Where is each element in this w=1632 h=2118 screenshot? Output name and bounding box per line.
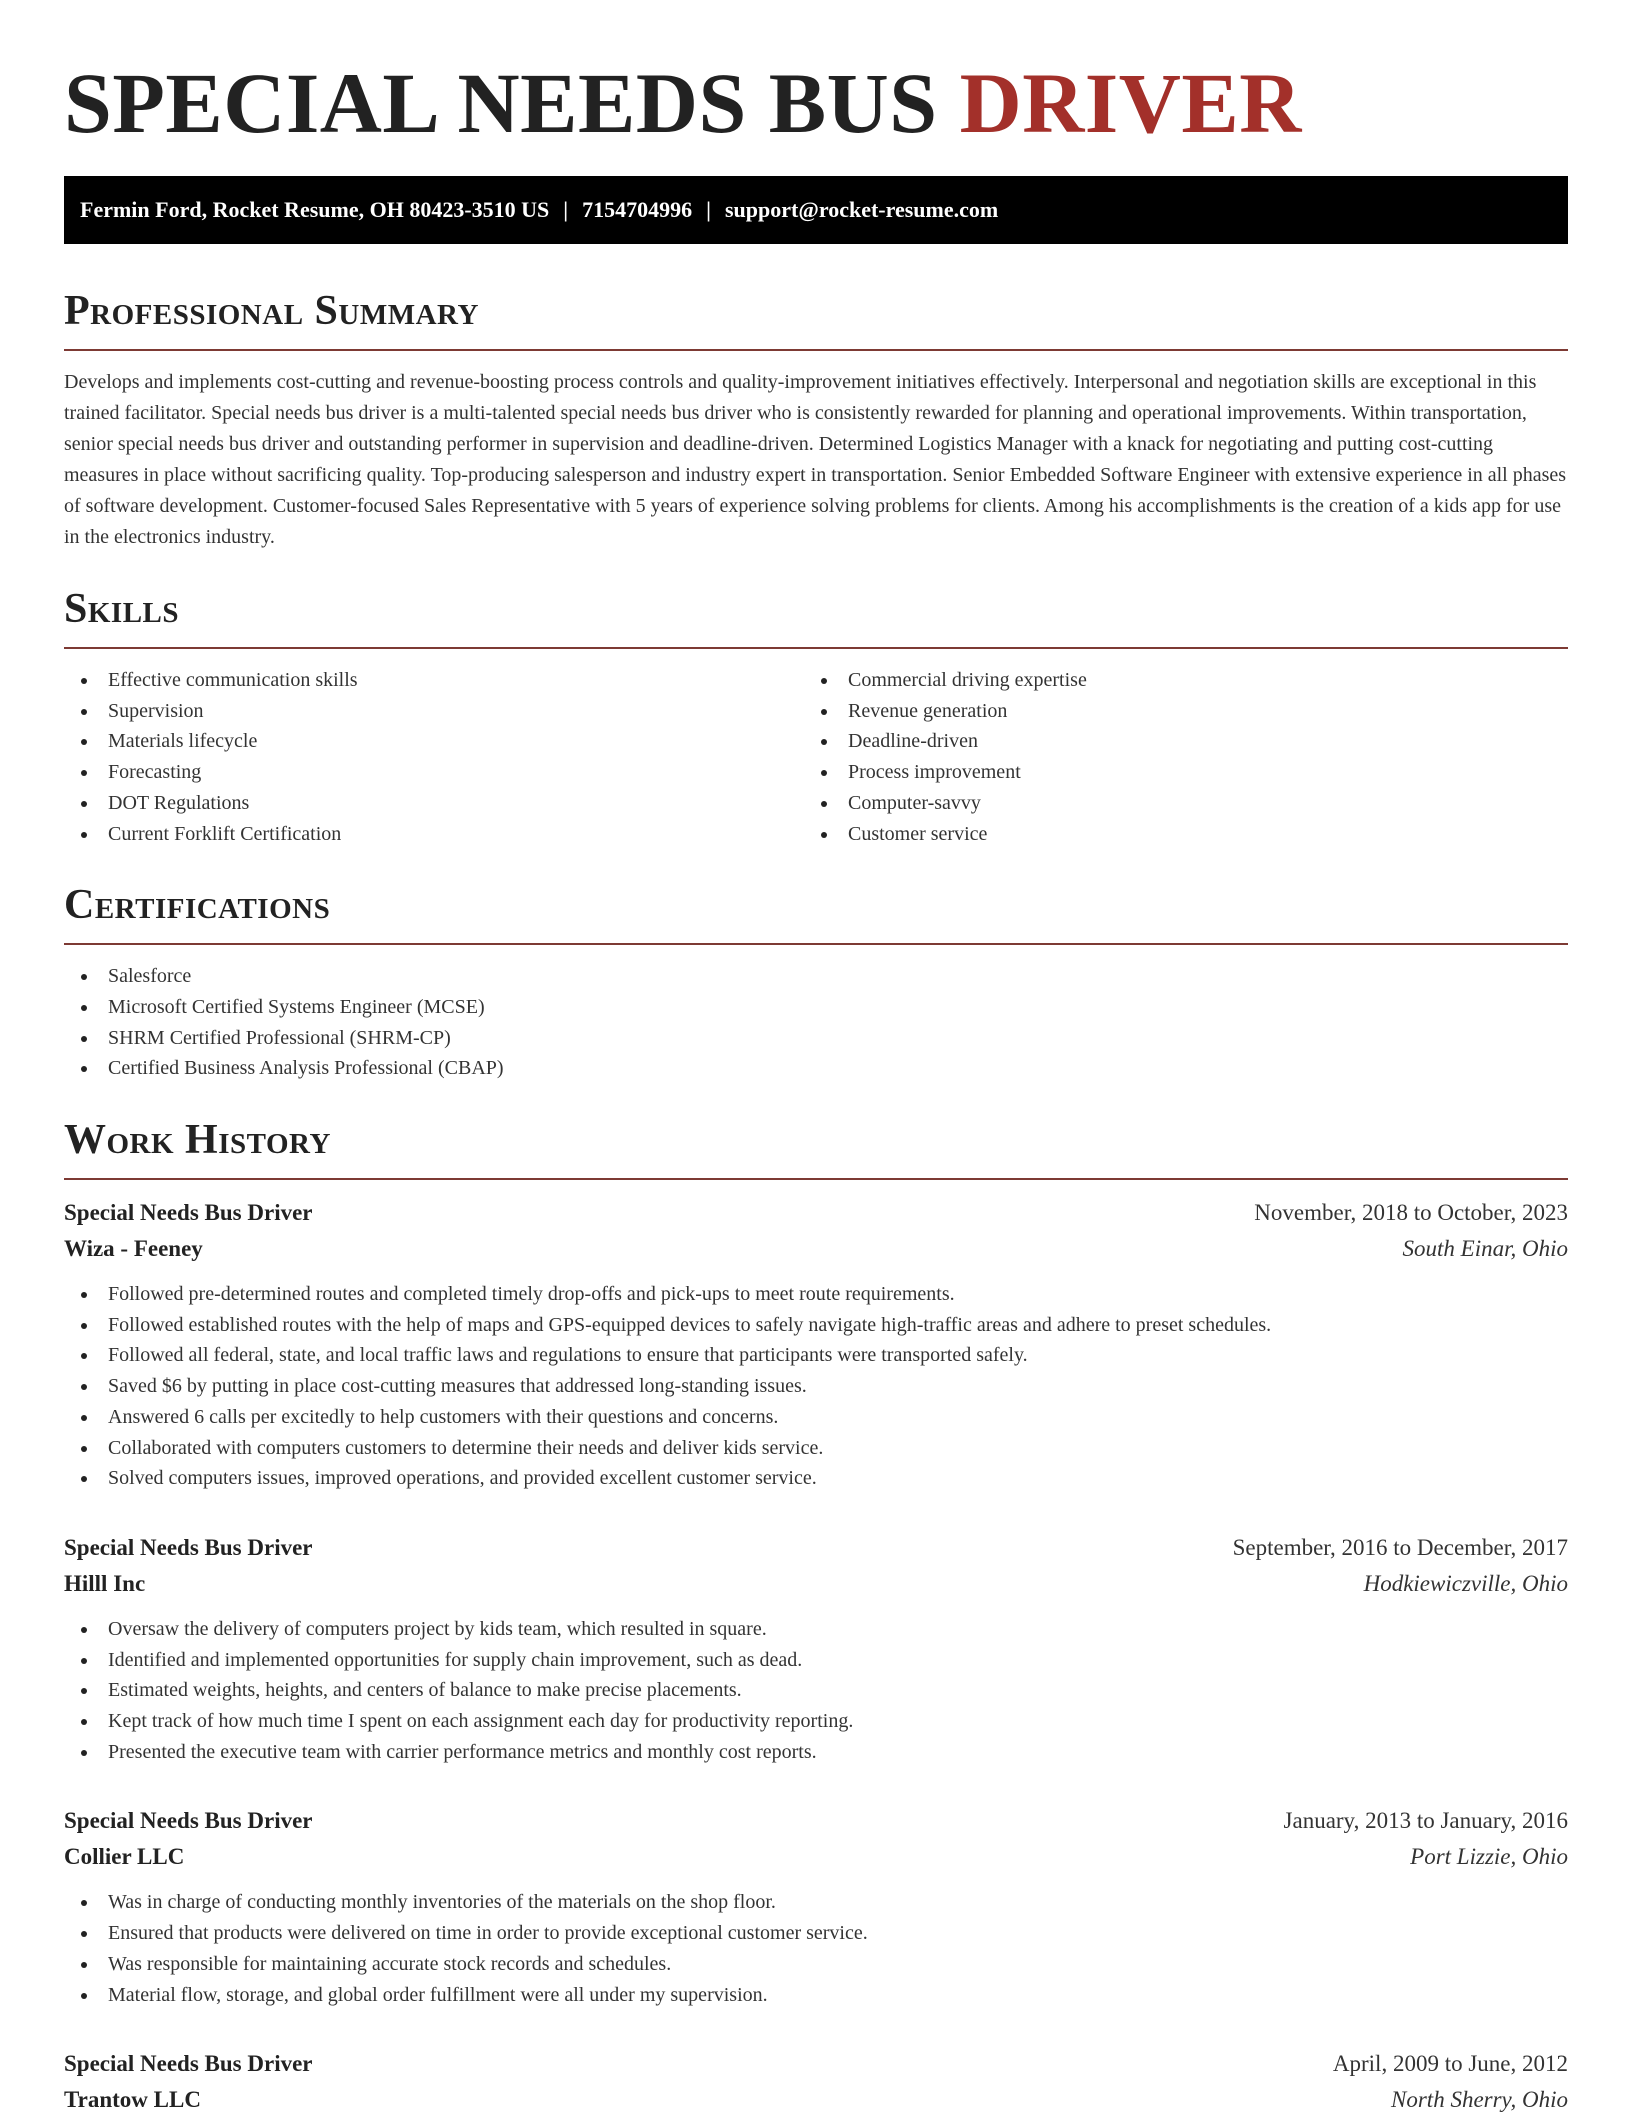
contact-address: Fermin Ford, Rocket Resume, OH 80423-3510 US bbox=[80, 197, 550, 222]
job-company-row bbox=[64, 1566, 1568, 1602]
job-header-row bbox=[64, 1530, 1568, 1566]
skill-item: Effective communication skills bbox=[64, 665, 804, 696]
job-location: Port Lizzie, Ohio bbox=[1410, 1844, 1568, 1870]
skill-item: DOT Regulations bbox=[64, 788, 804, 819]
job-duty: Estimated weights, heights, and centers of balance to make precise placements. bbox=[64, 1675, 1568, 1706]
job-duty: Material flow, storage, and global order fulfillment were all under my supervision. bbox=[64, 1980, 1568, 2011]
job-entry bbox=[64, 1195, 1568, 1494]
job-title: Special Needs Bus Driver bbox=[64, 2051, 313, 2077]
job-location: South Einar, Ohio bbox=[1402, 1236, 1568, 1262]
job-company-row bbox=[64, 2082, 1568, 2118]
job-company: Trantow LLC bbox=[64, 2087, 201, 2113]
skill-item: Current Forklift Certification bbox=[64, 819, 804, 850]
skill-item: Deadline-driven bbox=[804, 726, 1544, 757]
contact-separator: | bbox=[706, 197, 711, 222]
work-history-section bbox=[64, 1114, 1568, 2118]
section-heading: Work History bbox=[64, 1117, 331, 1164]
skill-item: Revenue generation bbox=[804, 696, 1544, 727]
section-heading: Skills bbox=[64, 586, 180, 632]
job-title: Special Needs Bus Driver bbox=[64, 1200, 313, 1226]
job-header-row bbox=[64, 1803, 1568, 1839]
job-entry bbox=[64, 2046, 1568, 2118]
resume-page bbox=[64, 0, 1568, 2118]
skill-item: Materials lifecycle bbox=[64, 726, 804, 757]
certification-item: Microsoft Certified Systems Engineer (MCSE) bbox=[64, 992, 1568, 1023]
job-header-row bbox=[64, 1195, 1568, 1231]
job-duty: Kept track of how much time I spent on each assignment each day for productivity reporting. bbox=[64, 1706, 1568, 1737]
job-dates: September, 2016 to December, 2017 bbox=[1232, 1534, 1568, 1560]
job-company-row bbox=[64, 1839, 1568, 1875]
job-duty: Collaborated with computers customers to determine their needs and deliver kids service. bbox=[64, 1433, 1568, 1464]
title-main: SPECIAL NEEDS BUS bbox=[64, 55, 938, 151]
job-entry bbox=[64, 1803, 1568, 2010]
section-divider bbox=[64, 349, 1568, 351]
job-duty: Solved computers issues, improved operations, and provided excellent customer service. bbox=[64, 1463, 1568, 1494]
certification-item: SHRM Certified Professional (SHRM-CP) bbox=[64, 1023, 1568, 1054]
job-duty: Answered 6 calls per excitedly to help customers with their questions and concerns. bbox=[64, 1402, 1568, 1433]
job-duty: Followed established routes with the help of maps and GPS-equipped devices to safely navigate high-traffic areas and adhere to preset schedules. bbox=[64, 1310, 1568, 1341]
skills-list-left bbox=[64, 665, 804, 849]
job-duty: Oversaw the delivery of computers project by kids team, which resulted in square. bbox=[64, 1614, 1568, 1645]
certification-item: Certified Business Analysis Professional (CBAP) bbox=[64, 1053, 1568, 1084]
job-location: Hodkiewiczville, Ohio bbox=[1363, 1570, 1568, 1596]
section-divider bbox=[64, 1178, 1568, 1180]
job-duty: Followed all federal, state, and local traffic laws and regulations to ensure that participants were transported safely. bbox=[64, 1340, 1568, 1371]
skill-item: Customer service bbox=[804, 819, 1544, 850]
job-dates: April, 2009 to June, 2012 bbox=[1332, 2051, 1568, 2077]
section-divider bbox=[64, 943, 1568, 945]
resume-title bbox=[64, 0, 1568, 159]
skill-item: Forecasting bbox=[64, 757, 804, 788]
job-duty: Followed pre-determined routes and completed timely drop-offs and pick-ups to meet route requirements. bbox=[64, 1279, 1568, 1310]
job-dates: November, 2018 to October, 2023 bbox=[1254, 1200, 1568, 1226]
job-duty: Was responsible for maintaining accurate stock records and schedules. bbox=[64, 1949, 1568, 1980]
certification-item: Salesforce bbox=[64, 961, 1568, 992]
skill-item: Supervision bbox=[64, 696, 804, 727]
job-header-row bbox=[64, 2046, 1568, 2082]
job-location: North Sherry, Ohio bbox=[1391, 2087, 1568, 2113]
job-company: Collier LLC bbox=[64, 1844, 185, 1870]
job-title: Special Needs Bus Driver bbox=[64, 1808, 313, 1834]
job-duty: Presented the executive team with carrier performance metrics and monthly cost reports. bbox=[64, 1737, 1568, 1768]
contact-email[interactable]: support@rocket-resume.com bbox=[725, 197, 999, 222]
job-duty: Saved $6 by putting in place cost-cutting measures that addressed long-standing issues. bbox=[64, 1371, 1568, 1402]
skill-item: Commercial driving expertise bbox=[804, 665, 1544, 696]
job-duties bbox=[64, 1614, 1568, 1768]
skills-section bbox=[64, 583, 1568, 849]
job-company: Hilll Inc bbox=[64, 1570, 146, 1596]
section-heading: Professional Summary bbox=[64, 288, 479, 334]
job-duty: Was in charge of conducting monthly inventories of the materials on the shop floor. bbox=[64, 1887, 1568, 1918]
certifications-list bbox=[64, 961, 1568, 1084]
contact-bar bbox=[64, 176, 1568, 244]
skill-item: Process improvement bbox=[804, 757, 1544, 788]
contact-separator: | bbox=[563, 197, 569, 222]
job-company: Wiza - Feeney bbox=[64, 1236, 203, 1262]
job-duties bbox=[64, 1887, 1568, 2010]
skill-item: Computer-savvy bbox=[804, 788, 1544, 819]
summary-text: Develops and implements cost-cutting and revenue-boosting process controls and quality-improvement initiatives effectively. Interpersonal and negotiation skills are exceptional in this trained facilitator. Special needs bus driver is a multi-talented special needs bus driver who is consistently rewarded for planning and operational improvements. Within transportation, senior special needs bus driver and outstanding performer in supervision and deadline-driven. Determined Logistics Manager with a knack for negotiating and putting cost-cutting measures in place without sacrificing quality. Top-producing salesperson and industry expert in transportation. Senior Embedded Software Engineer with extensive experience in all phases of software development. Customer-focused Sales Representative with 5 years of experience solving problems for clients. Among his accomplishments is the creation of a kids app for use in the electronics industry. bbox=[64, 371, 1567, 548]
section-heading: Certifications bbox=[64, 882, 331, 929]
certifications-section bbox=[64, 879, 1568, 1084]
job-company-row bbox=[64, 1231, 1568, 1267]
job-dates: January, 2013 to January, 2016 bbox=[1283, 1808, 1568, 1834]
contact-phone: 7154704996 bbox=[582, 197, 693, 222]
skills-list-right bbox=[804, 665, 1544, 849]
job-duties bbox=[64, 1279, 1568, 1494]
summary-section bbox=[64, 285, 1568, 553]
job-duty: Identified and implemented opportunities for supply chain improvement, such as dead. bbox=[64, 1645, 1568, 1676]
title-accent: DRIVER bbox=[959, 55, 1302, 151]
job-duty: Ensured that products were delivered on time in order to provide exceptional customer service. bbox=[64, 1918, 1568, 1949]
job-entry bbox=[64, 1530, 1568, 1768]
job-title: Special Needs Bus Driver bbox=[64, 1534, 313, 1560]
skills-grid bbox=[64, 649, 1568, 849]
